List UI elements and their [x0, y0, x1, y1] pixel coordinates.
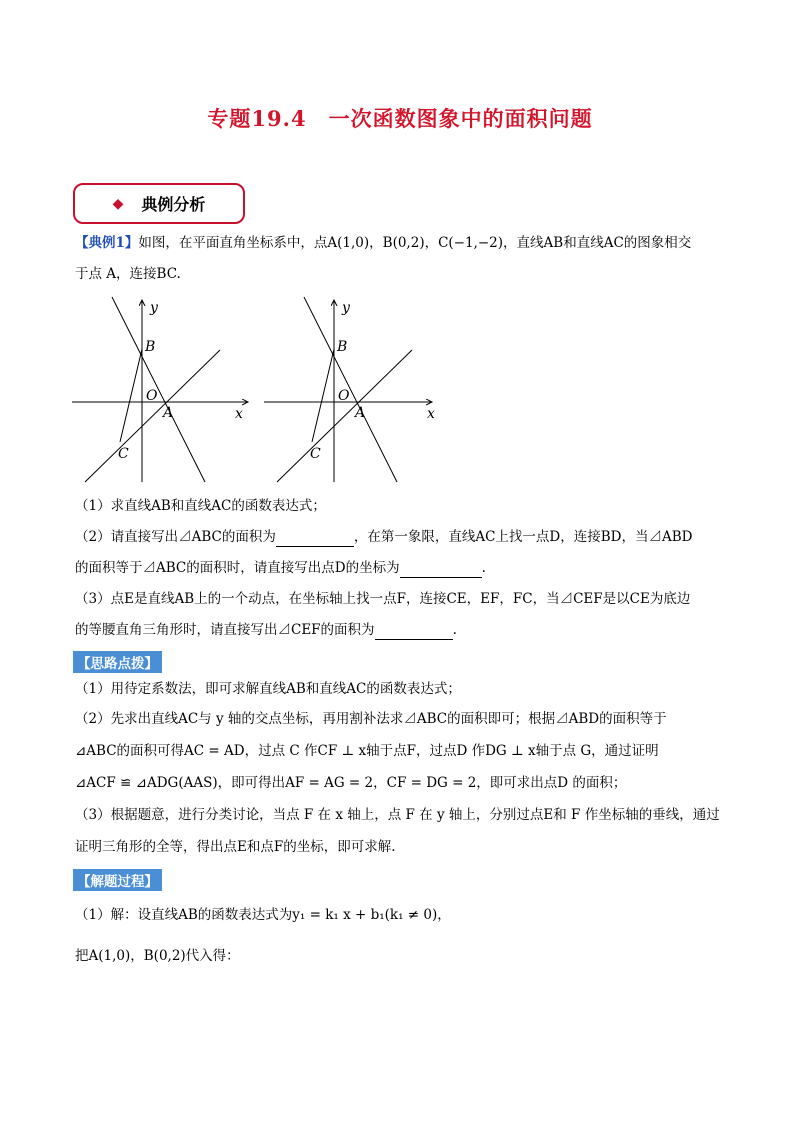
page-title: 专题19.4 一次函数图象中的面积问题: [207, 106, 593, 131]
segment-bc: [312, 349, 334, 442]
label-o: O: [338, 388, 350, 404]
solution-line-1: （1）解：设直线AB的函数表达式为y₁ = k₁ x + b₁(k₁ ≠ 0)，: [75, 907, 451, 923]
coordinate-figure-left: [70, 292, 260, 492]
diamond-icon: ◆: [112, 195, 124, 212]
hint-line-5: （3）根据题意，进行分类讨论，当点 F 在 x 轴上，点 F 在 y 轴上，分别过点E和 F 作坐标轴的垂线，通过: [75, 807, 720, 823]
hint-tag: 【思路点拨】: [73, 651, 162, 673]
label-c: C: [310, 446, 321, 462]
label-x: x: [427, 406, 435, 422]
question-2-line-1: （2）请直接写出⊿ABC的面积为 ，在第一象限，直线AC上找一点D，连接BD，当⊿ABD: [75, 529, 693, 545]
example-text-1: 如图，在平面直角坐标系中，点A(1,0)，B(0,2)，C(−1,−2)，直线AB和直线AC的图象相交: [138, 235, 692, 251]
label-b: B: [337, 339, 348, 355]
answer-blank[interactable]: [375, 624, 453, 640]
section-header: [73, 183, 245, 224]
hint-line-4: ⊿ACF ≌ ⊿ADG(AAS)，即可得出AF = AG = 2，CF = DG = 2，即可求出点D 的面积；: [75, 775, 627, 791]
question-3-line-2: 的等腰直角三角形时，请直接写出⊿CEF的面积为 .: [75, 622, 457, 638]
question-1: （1）求直线AB和直线AC的函数表达式；: [75, 498, 326, 514]
answer-blank[interactable]: [276, 531, 354, 547]
solution-tag: 【解题过程】: [73, 869, 162, 891]
hint-line-6: 证明三角形的全等，得出点E和点F的坐标，即可求解.: [75, 839, 396, 855]
answer-blank[interactable]: [400, 562, 482, 578]
label-o: O: [146, 388, 158, 404]
question-2-line-2: 的面积等于⊿ABC的面积时，请直接写出点D的坐标为 .: [75, 560, 486, 576]
label-b: B: [145, 339, 156, 355]
example-line-2: 于点 A，连接BC.: [75, 266, 181, 282]
hint-line-2: （2）先求出直线AC与 y 轴的交点坐标，再用割补法求⊿ABC的面积即可；根据⊿ABD的面积等于: [75, 711, 667, 727]
example-tag: 【典例1】: [75, 235, 139, 251]
label-a: A: [163, 405, 174, 421]
question-3-line-1: （3）点E是直线AB上的一个动点，在坐标轴上找一点F，连接CE，EF，FC，当⊿CEF是以CE为底边: [75, 591, 691, 607]
label-x: x: [235, 406, 243, 422]
segment-bc: [120, 349, 142, 442]
coordinate-figure-right: [262, 292, 452, 492]
line-ac: [85, 350, 220, 482]
label-y: y: [150, 300, 158, 316]
label-c: C: [118, 446, 129, 462]
label-a: A: [355, 405, 366, 421]
line-ac: [277, 350, 412, 482]
section-label: 典例分析: [141, 195, 206, 214]
solution-line-2: 把A(1,0)，B(0,2)代入得：: [75, 948, 240, 964]
example-line-1: [75, 233, 691, 253]
hint-line-1: （1）用待定系数法，即可求解直线AB和直线AC的函数表达式；: [75, 681, 461, 697]
label-y: y: [342, 300, 350, 316]
hint-line-3: ⊿ABC的面积可得AC = AD，过点 C 作CF ⊥ x轴于点F，过点D 作DG ⊥ x轴于点 G，通过证明: [75, 743, 659, 759]
